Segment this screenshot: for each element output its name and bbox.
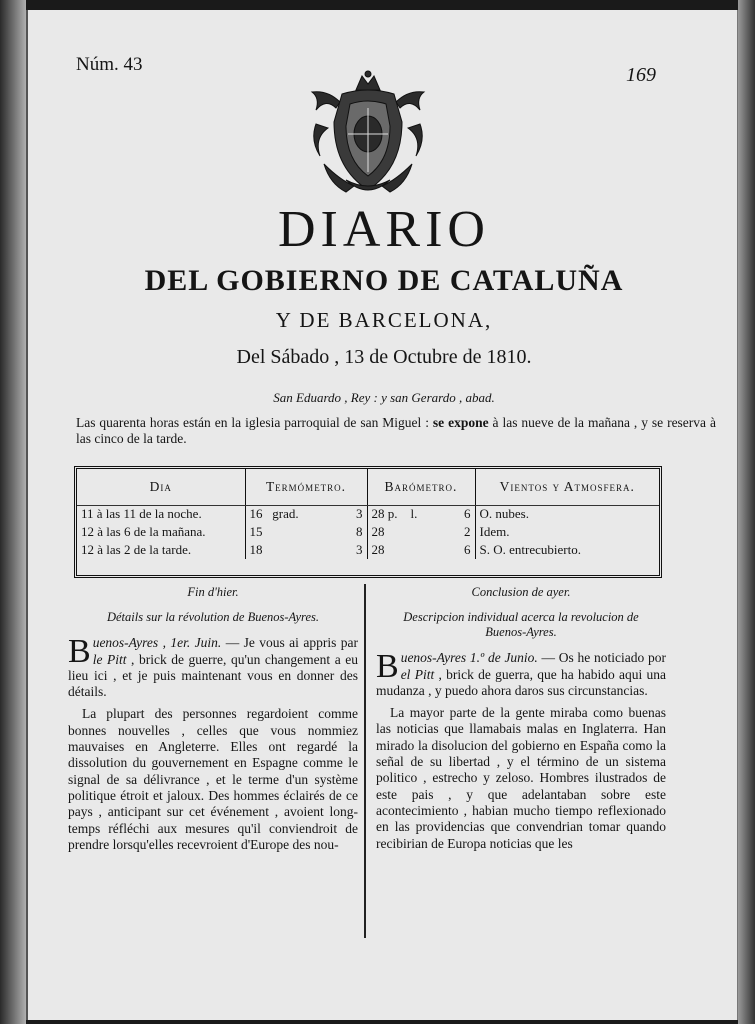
article-title: Détails sur la révolution de Buenos-Ayres. (106, 610, 319, 625)
masthead-title: DIARIO (278, 201, 490, 258)
book-edge (738, 0, 755, 1024)
weather-table (74, 466, 662, 578)
article-paragraph: Buenos-Ayres , 1er. Juin. — Je vous ai appris par le Pitt , brick de guerre, qu'un changement a eu lieu ici , et je puis maintenant vous en donner des détails. (68, 633, 358, 700)
article-title: Descripcion individual acerca la revolucion de Buenos-Ayres. (403, 610, 639, 640)
header-vientos: Vientos y Atmosfera. (475, 469, 659, 505)
newspaper-page (26, 10, 738, 1020)
adjacent-page-edge (0, 0, 26, 1024)
table-row: 11 à las 11 de la noche. 16 grad. 3 28 p. l. 6 O. nubes. (77, 505, 659, 523)
column-divider (364, 584, 366, 938)
table-row: 12 à las 2 de la tarde. 18 3 28 6 S. O. entrecubierto. (77, 541, 659, 559)
column-heading: Fin d'hier. (187, 585, 239, 599)
issue-number: Núm. 43 (76, 54, 143, 75)
drop-cap: B (376, 648, 399, 686)
royal-coat-of-arms-icon (306, 68, 430, 200)
article-paragraph: Buenos-Ayres 1.º de Junio. — Os he noticiado por el Pitt , brick de guerra, que ha habido aqui una mudanza , y puedo ahora daros sus circunstancias. (376, 648, 666, 698)
header-termometro: Termómetro. (245, 469, 367, 505)
article-paragraph: La plupart des personnes regardoient comme bonnes nouvelles , celles que vous nommiez mauvaises en Angleterre. Elles ont regardé la dissolution du gouvernement en Espagne comme le signal de sa délivrance , et le terme d'un système politique étroit et jaloux. Des hommes éclairés de ce pays , anticipant sur cet événement , avoient long-temps réfléchi aux mesures qu'il conviendroit de prendre lorsqu'elles recevroient d'Europe des nou- (68, 706, 358, 852)
spanish-article-column (376, 584, 666, 858)
forty-hours-notice: Las quarenta horas están en la iglesia parroquial de san Miguel : se expone à las nueve de la mañana , y se reserva à las cinco de la tarde. (76, 415, 716, 446)
column-heading: Conclusion de ayer. (471, 585, 571, 599)
issue-date: Del Sábado , 13 de Octubre de 1810. (236, 346, 532, 368)
table-row: 12 à las 6 de la mañana. 15 8 28 2 Idem. (77, 523, 659, 541)
saints-of-the-day: San Eduardo , Rey : y san Gerardo , abad. (273, 390, 495, 405)
masthead-subtitle-2: Y DE BARCELONA, (275, 308, 493, 332)
header-dia: Dia (77, 469, 245, 505)
masthead-subtitle: DEL GOBIERNO DE CATALUÑA (144, 264, 624, 297)
french-article-column (68, 584, 358, 859)
drop-cap: B (68, 633, 91, 671)
page-number: 169 (626, 64, 656, 86)
article-paragraph: La mayor parte de la gente miraba como buenas las noticias que llamabais malas en Inglaterra. Han mirado la disolucion del gobierno en España como la señal de su libertad , y el término de un sistema politico , estrecho y zeloso. Hombres ilustrados de este pais , y que adelantaban sobre este acontecimiento , habian mucho tiempo reflexionado en las providencias que convendrian tomar quando recibirian de Europa noticias que les (376, 705, 666, 851)
header-barometro: Barómetro. (367, 469, 475, 505)
